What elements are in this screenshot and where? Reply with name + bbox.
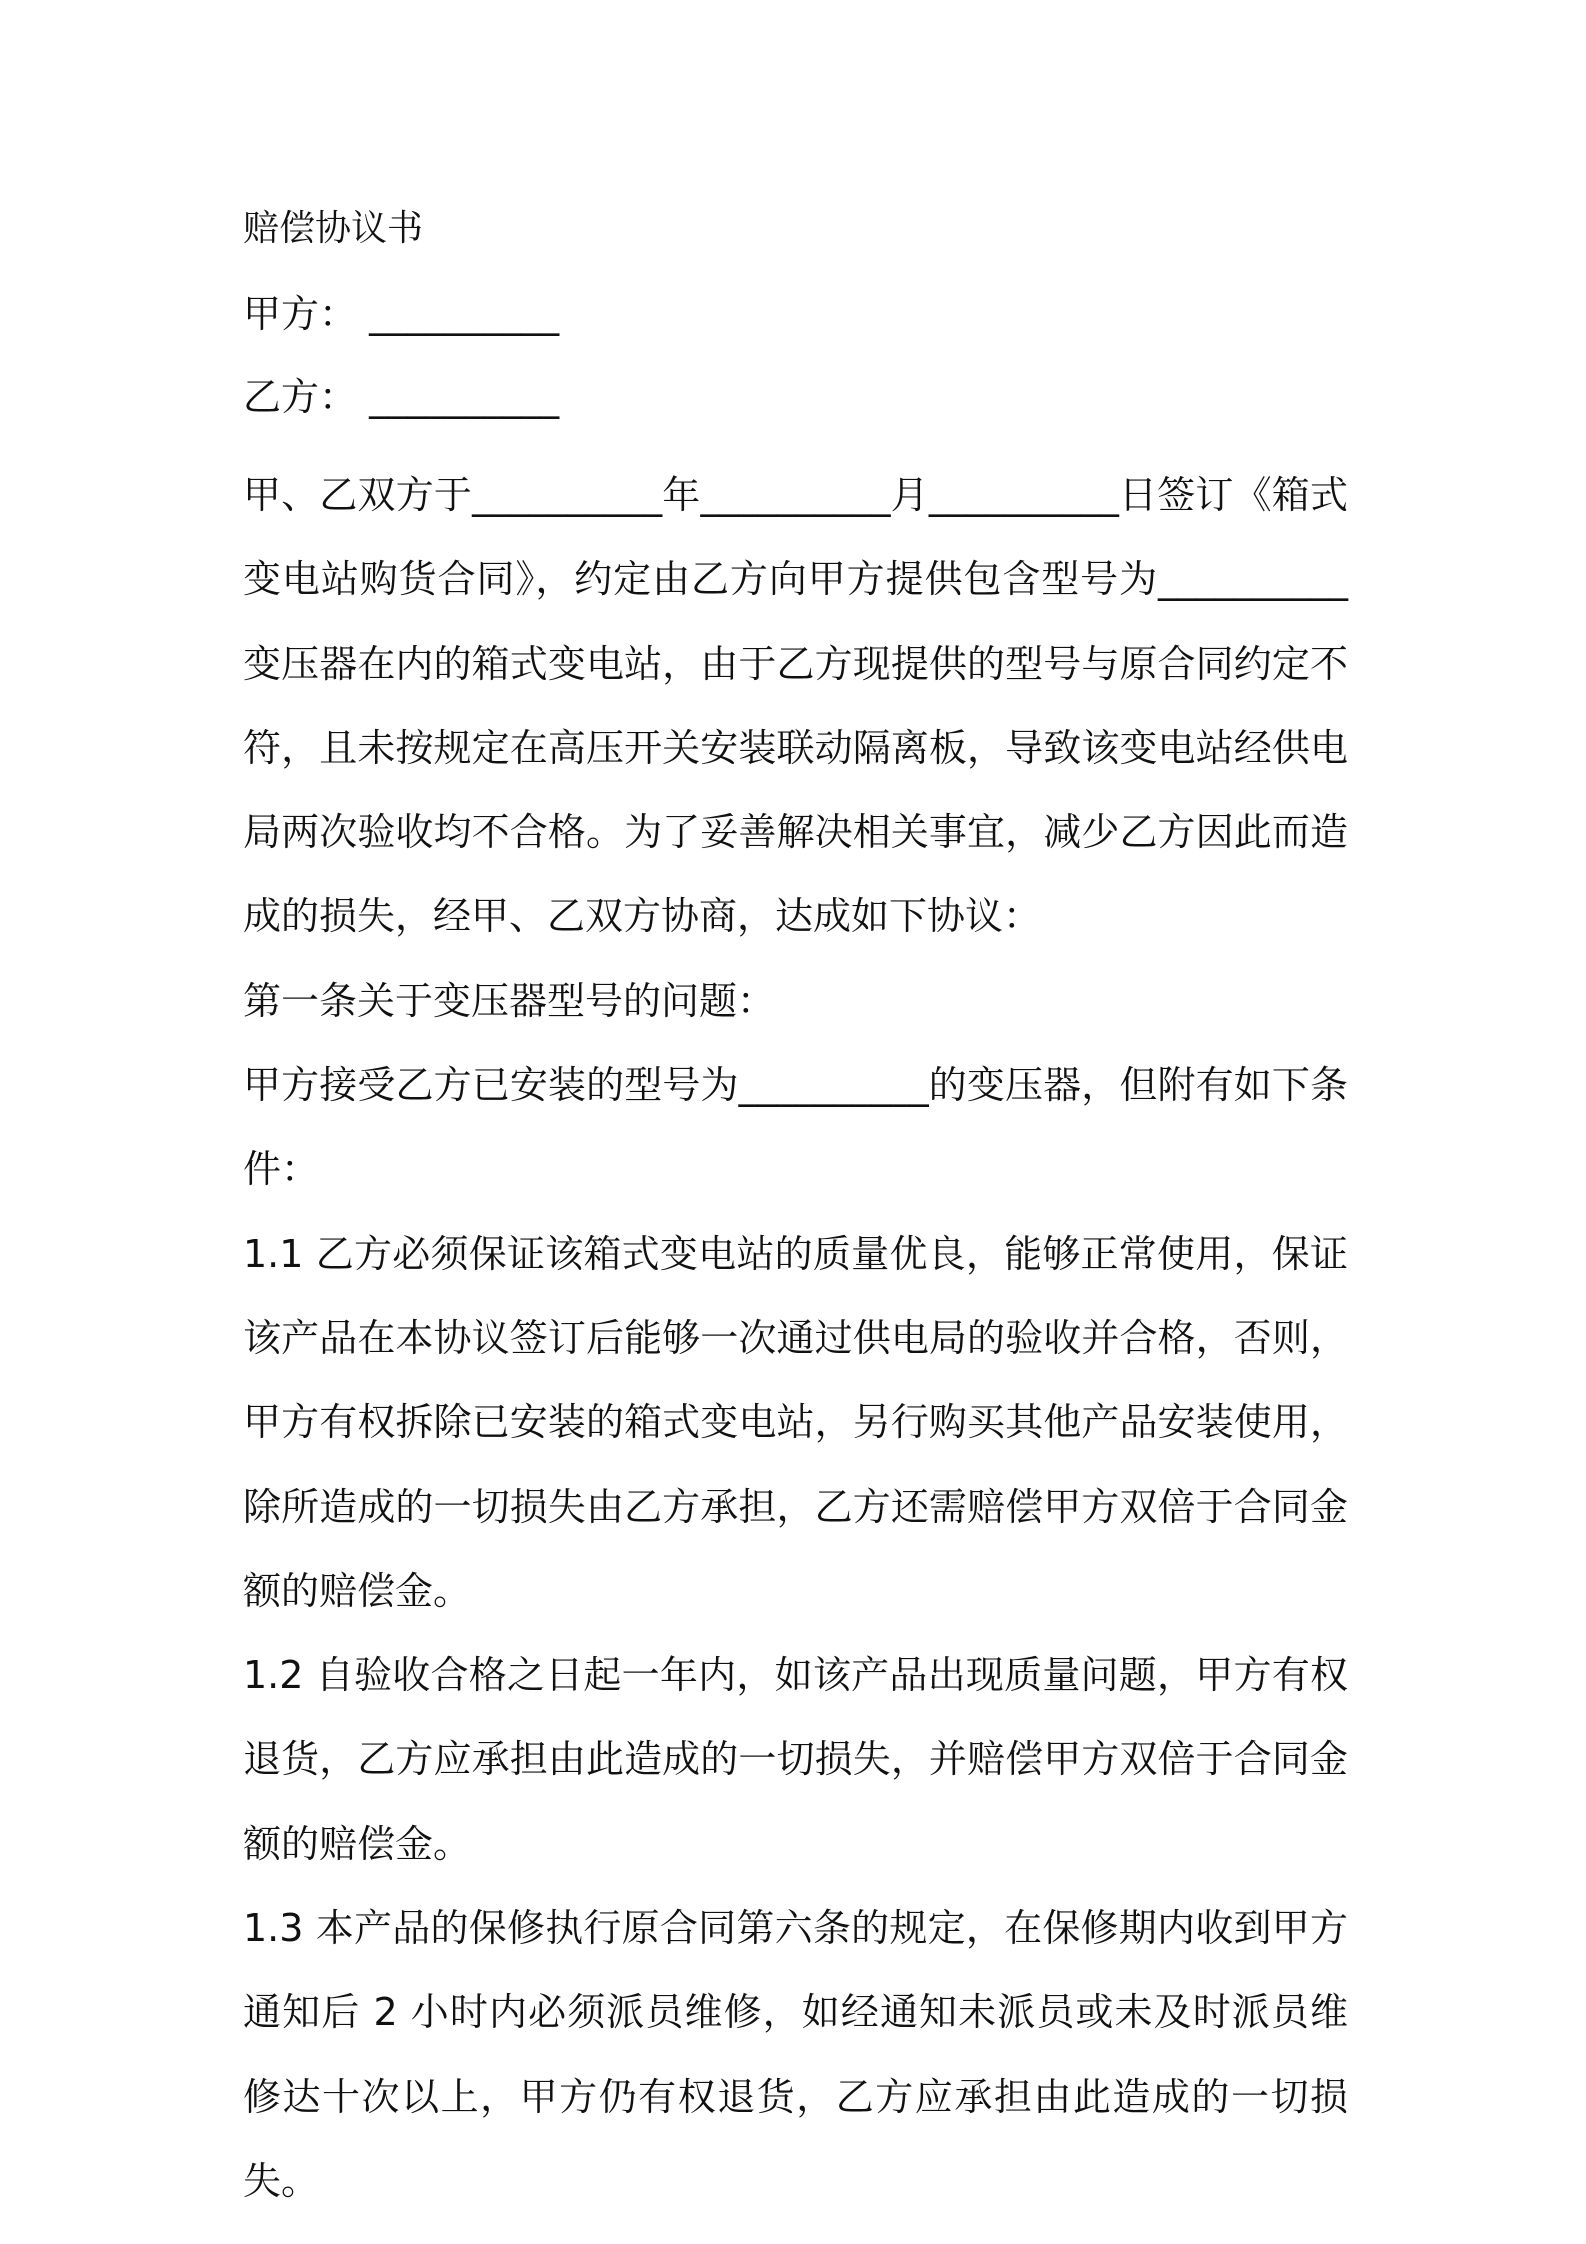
party-a-label: 甲方：	[243, 292, 358, 336]
party-b-blank: __________	[369, 375, 560, 419]
article-one-heading: 第一条关于变压器型号的问题：	[243, 978, 776, 1023]
clause-1-3: 1.3 本产品的保修执行原合同第六条的规定，在保修期内收到甲方通知后 2 小时内必须派员维修，如经通知未派员或未及时派员维修达十次以上，甲方仍有权退货，乙方应承担由此造成的一切损失。	[243, 1906, 1348, 2203]
document-title: 赔偿协议书	[243, 208, 424, 249]
party-a-line	[243, 289, 559, 339]
intro-paragraph: 甲、乙双方于__________年__________月__________日签订《箱式变电站购货合同》，约定由乙方向甲方提供包含型号为__________变压器在内的箱式变电站，由于乙方现提供的型号与原合同约定不符，且未按规定在高压开关安装联动隔离板，导致该变电站经供电局两次验收均不合格。为了妥善解决相关事宜，减少乙方因此而造成的损失，经甲、乙双方协商，达成如下协议：	[243, 473, 1348, 939]
party-b-line	[243, 372, 559, 422]
acceptance-paragraph: 甲方接受乙方已安装的型号为__________的变压器，但附有如下条件：	[243, 1063, 1348, 1192]
party-b-label: 乙方：	[243, 375, 358, 419]
party-a-blank: __________	[369, 292, 560, 336]
agreement-body	[243, 453, 1348, 2223]
clause-1-2: 1.2 自验收合格之日起一年内，如该产品出现质量问题，甲方有权退货，乙方应承担由此造成的一切损失，并赔偿甲方双倍于合同金额的赔偿金。	[243, 1653, 1348, 1866]
clause-1-1: 1.1 乙方必须保证该箱式变电站的质量优良，能够正常使用，保证该产品在本协议签订后能够一次通过供电局的验收并合格，否则，甲方有权拆除已安装的箱式变电站，另行购买其他产品安装使用，除所造成的一切损失由乙方承担，乙方还需赔偿甲方双倍于合同金额的赔偿金。	[243, 1231, 1348, 1613]
